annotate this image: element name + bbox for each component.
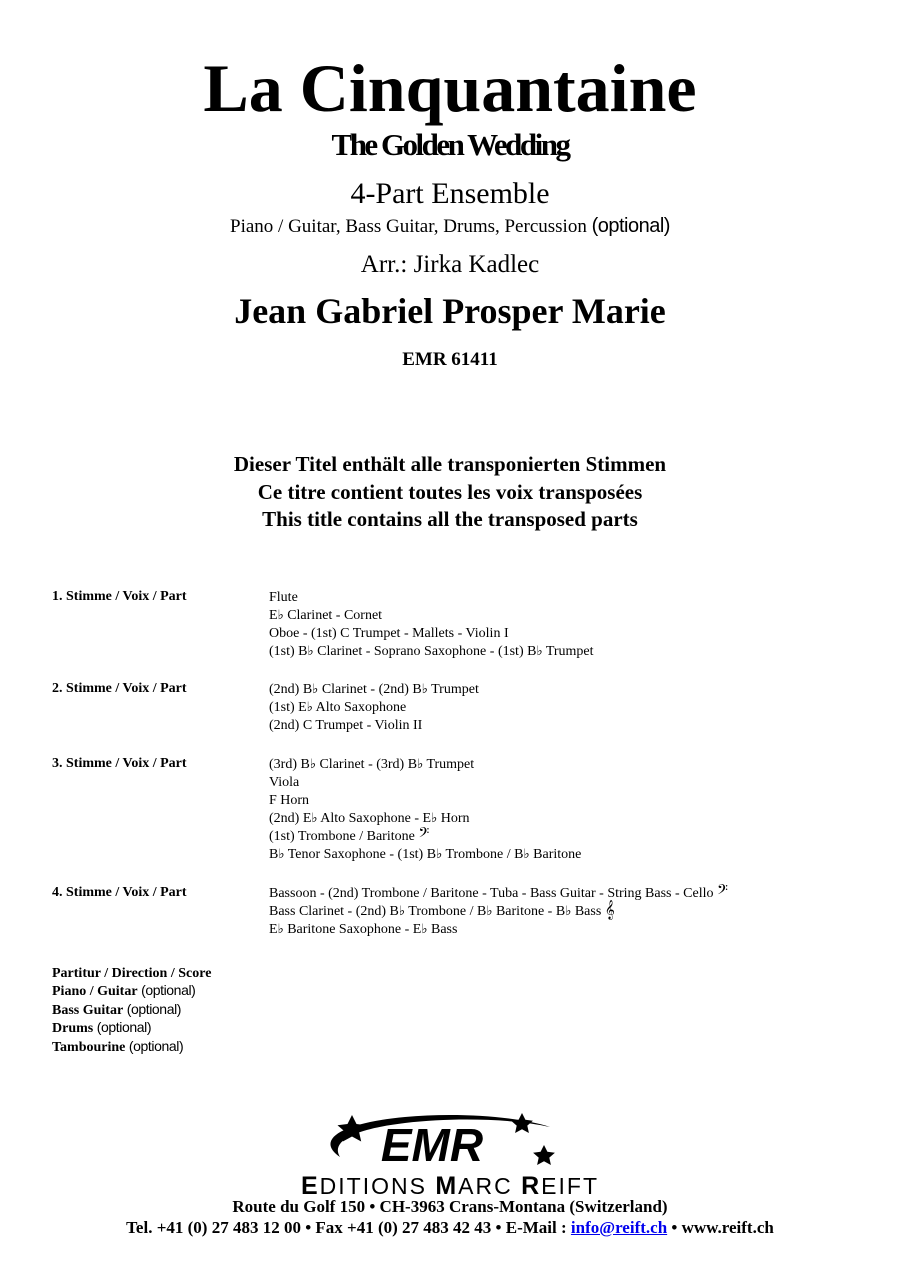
instrument-text: B — [269, 847, 279, 862]
note-english: This title contains all the transposed parts — [262, 507, 638, 531]
instrument-text: Clarinet - Cornet — [283, 608, 383, 623]
logo-text: EMR — [380, 1119, 484, 1171]
flat-icon: ♭ — [307, 644, 314, 659]
instrument-text: Trumpet — [427, 682, 479, 697]
extra-part-optional: (optional) — [141, 982, 196, 999]
ensemble-type: 4-Part Ensemble — [350, 177, 550, 210]
instrument-text: (1st) E — [269, 700, 307, 715]
instrument-line — [269, 921, 728, 939]
instrument-line — [269, 900, 728, 921]
instrument-text: Bass Clarinet - (2nd) B — [269, 904, 399, 919]
instrument-text: Oboe - (1st) C Trumpet - Mallets - Violin I — [269, 626, 509, 641]
instrumentation-optional: (optional) — [591, 215, 670, 237]
subtitle: The Golden Wedding — [331, 127, 569, 162]
instrument-text: Trombone / B — [405, 904, 487, 919]
instrument-line — [269, 792, 581, 810]
flat-icon: ♭ — [431, 811, 438, 826]
instrument-text: Clarinet - Soprano Saxophone - (1st) B — [313, 644, 537, 659]
part-instrument-list — [269, 589, 594, 661]
instrument-line — [269, 607, 594, 625]
instrument-text: F Horn — [269, 793, 310, 808]
part-instrument-list — [269, 681, 479, 735]
flat-icon: ♭ — [523, 847, 530, 862]
flat-icon: ♭ — [278, 847, 285, 862]
flat-icon: ♭ — [536, 644, 543, 659]
instrument-line — [269, 846, 581, 864]
instrument-line — [269, 699, 479, 717]
instrument-text: (1st) B — [269, 644, 308, 659]
extra-part-name: Partitur / Direction / Score — [52, 966, 212, 981]
flat-icon: ♭ — [398, 904, 406, 919]
instrument-text: Tenor Saxophone - (1st) B — [284, 847, 437, 862]
transposed-parts-note — [0, 451, 900, 534]
instrument-text: Viola — [269, 775, 300, 790]
contact-website: • www.reift.ch — [667, 1218, 774, 1237]
instrument-line — [269, 681, 479, 699]
extra-part — [52, 1019, 211, 1037]
instrument-text: E — [269, 922, 278, 937]
contact-phone-fax: Tel. +41 (0) 27 483 12 00 • Fax +41 (0) 27 483 42 43 • E-Mail : — [126, 1218, 571, 1237]
instrument-line — [269, 882, 728, 903]
instrument-text: (2nd) E — [269, 811, 312, 826]
arranger: Arr.: Jirka Kadlec — [360, 251, 540, 278]
instrument-line — [269, 643, 594, 661]
flat-icon: ♭ — [565, 904, 572, 919]
publisher-address: Route du Golf 150 • CH-3963 Crans-Montana (Switzerland) — [232, 1197, 668, 1216]
part-label: 2. Stimme / Voix / Part — [52, 681, 187, 696]
instrument-text: Clarinet - (2nd) B — [318, 682, 422, 697]
publisher-name-rest: ARC — [458, 1173, 522, 1199]
instrument-text: Clarinet - (3rd) B — [315, 757, 418, 772]
extra-part-name: Drums — [52, 1021, 94, 1037]
publisher-name-rest: DITIONS — [319, 1173, 436, 1199]
extra-part-optional: (optional) — [128, 1037, 184, 1054]
extra-part — [52, 965, 211, 982]
instrument-text: (2nd) C Trumpet - Violin II — [269, 718, 423, 733]
instrument-line — [269, 825, 581, 846]
part-label: 4. Stimme / Voix / Part — [52, 885, 187, 900]
extra-part-optional: (optional) — [126, 1000, 182, 1017]
instrument-text: Trumpet — [542, 644, 594, 659]
instrument-line — [269, 625, 594, 643]
instrument-text: (2nd) B — [269, 682, 313, 697]
part-instrument-list — [269, 882, 728, 939]
instrument-text: Flute — [269, 590, 298, 605]
bass-clef-icon: 𝄢 — [717, 882, 728, 902]
instrumentation — [0, 214, 900, 239]
bass-clef-icon: 𝄢 — [418, 825, 430, 845]
part-instrument-list — [269, 756, 581, 864]
catalog-number: EMR 61411 — [402, 349, 498, 370]
instrument-text: Bass — [427, 922, 458, 937]
publisher-name-initial: M — [435, 1172, 459, 1200]
composer: Jean Gabriel Prosper Marie — [234, 291, 666, 331]
flat-icon: ♭ — [421, 682, 428, 697]
publisher-name-rest: EIFT — [541, 1173, 600, 1199]
extra-part — [52, 1001, 211, 1019]
emr-logo — [300, 1105, 570, 1175]
extra-part-name: Piano / Guitar — [52, 984, 138, 1000]
instrument-text: (3rd) B — [269, 757, 310, 772]
note-french: Ce titre contient toutes les voix transposées — [257, 479, 643, 504]
instrument-text: Horn — [437, 811, 470, 826]
instrument-text: Alto Saxophone - E — [317, 811, 432, 826]
instrument-line — [269, 774, 581, 792]
instrument-text: Trumpet — [423, 757, 475, 772]
flat-icon: ♭ — [309, 757, 316, 772]
flat-icon: ♭ — [486, 904, 493, 919]
flat-icon: ♭ — [277, 608, 284, 623]
extra-part-name: Tambourine — [52, 1039, 126, 1055]
instrument-text: Bassoon - (2nd) Trombone / Baritone - Tuba - Bass Guitar - String Bass - Cello — [269, 886, 717, 901]
part-label: 3. Stimme / Voix / Part — [52, 756, 187, 771]
instrument-line — [269, 756, 581, 774]
instrument-line — [269, 717, 479, 735]
flat-icon: ♭ — [421, 922, 428, 937]
instrument-text: Baritone — [529, 847, 582, 862]
instrument-line — [269, 589, 594, 607]
extra-part-optional: (optional) — [96, 1019, 152, 1036]
flat-icon: ♭ — [312, 682, 319, 697]
flat-icon: ♭ — [436, 847, 443, 862]
extra-part-name: Bass Guitar — [52, 1002, 124, 1018]
instrument-text: Baritone Saxophone - E — [283, 922, 422, 937]
publisher-contact — [0, 1217, 900, 1239]
flat-icon: ♭ — [311, 811, 318, 826]
extra-part — [52, 982, 211, 1000]
email-link[interactable]: info@reift.ch — [570, 1218, 668, 1237]
flat-icon: ♭ — [417, 757, 424, 772]
flat-icon: ♭ — [277, 922, 284, 937]
instrument-text: Trombone / B — [442, 847, 524, 862]
instrument-text: Alto Saxophone — [312, 700, 407, 715]
title: La Cinquantaine — [203, 50, 697, 126]
instrument-text: Bass — [571, 904, 605, 919]
additional-parts — [52, 965, 211, 1056]
instrument-text: Baritone - B — [492, 904, 566, 919]
instrument-text: (1st) Trombone / Baritone — [269, 829, 419, 844]
extra-part — [52, 1038, 211, 1056]
flat-icon: ♭ — [306, 700, 313, 715]
note-german: Dieser Titel enthält alle transponierten Stimmen — [233, 452, 667, 476]
publisher-name-initial: R — [521, 1172, 542, 1200]
part-label: 1. Stimme / Voix / Part — [52, 589, 187, 604]
treble-clef-icon: 𝄞 — [604, 900, 615, 920]
instrument-text: E — [269, 608, 278, 623]
publisher-name-initial: E — [300, 1172, 320, 1200]
instrumentation-text: Piano / Guitar, Bass Guitar, Drums, Percussion — [230, 216, 587, 237]
